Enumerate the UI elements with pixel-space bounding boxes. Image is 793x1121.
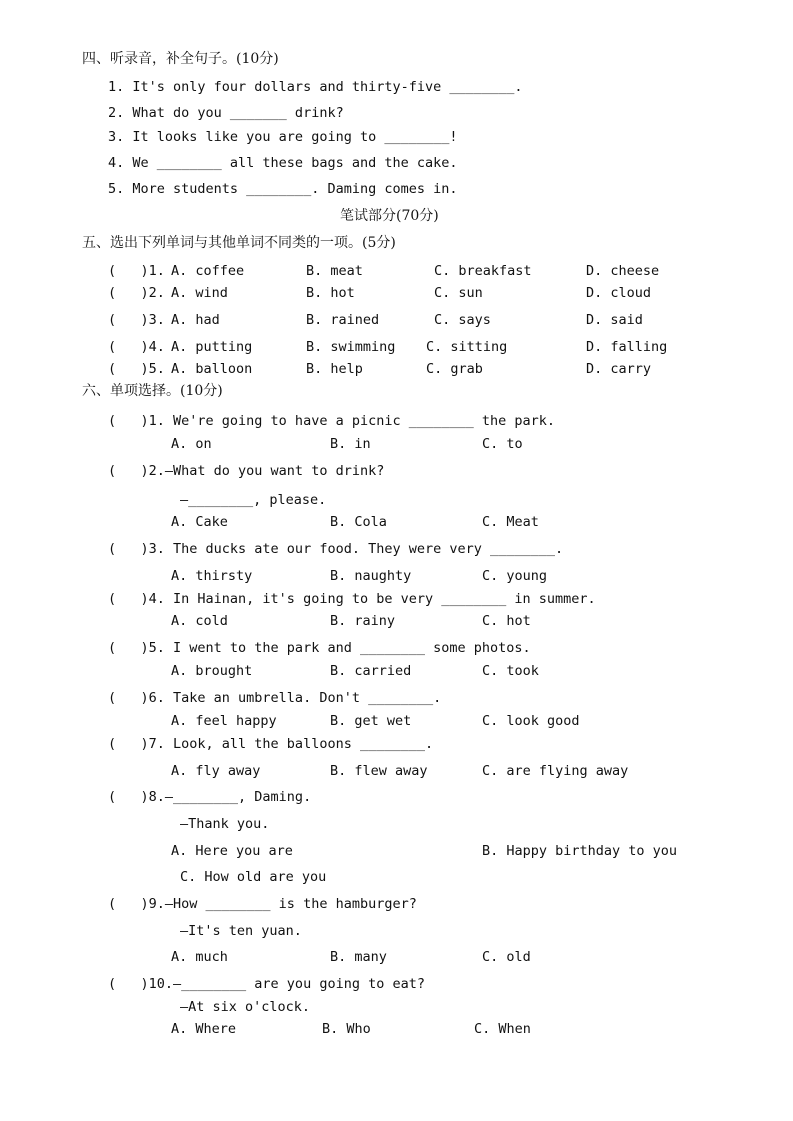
written-part-title: 笔试部分(70分) [340,208,439,224]
q8-option-b: B. Happy birthday to you [482,843,678,859]
s5-row5-number: ( )5. [108,361,165,377]
q10-option-b: B. Who [322,1021,371,1037]
q4-stem: ( )4. In Hainan, it's going to be very ________ in summer. [108,591,596,607]
s5-row4-option-a: A. putting [171,339,253,355]
q6-option-b: B. get wet [330,713,412,729]
s5-row2-option-d: D. cloud [586,285,652,301]
q8-option-c: C. How old are you [180,869,327,885]
q6-stem: ( )6. Take an umbrella. Don't ________. [108,690,442,706]
s5-row1-option-a: A. coffee [171,263,245,279]
section6-header: 六、单项选择。(10分) [82,383,223,399]
q5-option-b: B. carried [330,663,412,679]
section4-item-4: 4. We ________ all these bags and the cake. [108,155,458,171]
section4-item-3: 3. It looks like you are going to ________! [108,129,458,145]
q6-option-c: C. look good [482,713,580,729]
q7-stem: ( )7. Look, all the balloons ________. [108,736,434,752]
q2-option-b: B. Cola [330,514,387,530]
q9-option-b: B. many [330,949,387,965]
q7-option-a: A. fly away [171,763,261,779]
q8-line2: —Thank you. [180,816,270,832]
q3-option-a: A. thirsty [171,568,253,584]
q7-option-c: C. are flying away [482,763,629,779]
q7-option-b: B. flew away [330,763,428,779]
q2-stem: ( )2.—What do you want to drink? [108,463,385,479]
q9-option-a: A. much [171,949,228,965]
q5-stem: ( )5. I went to the park and ________ some photos. [108,640,531,656]
q4-option-c: C. hot [482,613,531,629]
s5-row1-option-c: C. breakfast [434,263,532,279]
q4-option-a: A. cold [171,613,228,629]
s5-row3-option-b: B. rained [306,312,380,328]
q5-option-c: C. took [482,663,539,679]
s5-row3-number: ( )3. [108,312,165,328]
q4-option-b: B. rainy [330,613,396,629]
q1-option-a: A. on [171,436,212,452]
s5-row2-option-c: C. sun [434,285,483,301]
s5-row1-option-b: B. meat [306,263,363,279]
s5-row1-option-d: D. cheese [586,263,660,279]
s5-row4-number: ( )4. [108,339,165,355]
q9-stem: ( )9.—How ________ is the hamburger? [108,896,417,912]
q9-option-c: C. old [482,949,531,965]
q1-option-b: B. in [330,436,371,452]
q2-option-c: C. Meat [482,514,539,530]
q2-option-a: A. Cake [171,514,228,530]
s5-row5-option-b: B. help [306,361,363,377]
section4-item-1: 1. It's only four dollars and thirty-five ________. [108,79,523,95]
s5-row4-option-c: C. sitting [426,339,508,355]
s5-row2-number: ( )2. [108,285,165,301]
s5-row1-number: ( )1. [108,263,165,279]
s5-row2-option-b: B. hot [306,285,355,301]
q5-option-a: A. brought [171,663,253,679]
s5-row5-option-a: A. balloon [171,361,253,377]
section5-header: 五、选出下列单词与其他单词不同类的一项。(5分) [82,235,396,251]
q8-option-a: A. Here you are [171,843,293,859]
q10-stem: ( )10.—________ are you going to eat? [108,976,425,992]
s5-row3-option-d: D. said [586,312,643,328]
s5-row4-option-b: B. swimming [306,339,396,355]
s5-row2-option-a: A. wind [171,285,228,301]
section4-header: 四、听录音，补全句子。(10分) [82,51,279,67]
s5-row3-option-a: A. had [171,312,220,328]
q1-stem: ( )1. We're going to have a picnic ________ the park. [108,413,556,429]
q1-option-c: C. to [482,436,523,452]
q8-stem: ( )8.—________, Daming. [108,789,312,805]
q3-option-c: C. young [482,568,548,584]
q3-stem: ( )3. The ducks ate our food. They were very ________. [108,541,564,557]
q9-line2: —It's ten yuan. [180,923,302,939]
s5-row4-option-d: D. falling [586,339,668,355]
s5-row5-option-c: C. grab [426,361,483,377]
q10-option-a: A. Where [171,1021,237,1037]
section4-item-2: 2. What do you _______ drink? [108,105,344,121]
q2-line2: —________, please. [180,492,327,508]
q10-option-c: C. When [474,1021,531,1037]
s5-row5-option-d: D. carry [586,361,652,377]
section4-item-5: 5. More students ________. Daming comes in. [108,181,458,197]
q10-line2: —At six o'clock. [180,999,311,1015]
q6-option-a: A. feel happy [171,713,277,729]
q3-option-b: B. naughty [330,568,412,584]
s5-row3-option-c: C. says [434,312,491,328]
